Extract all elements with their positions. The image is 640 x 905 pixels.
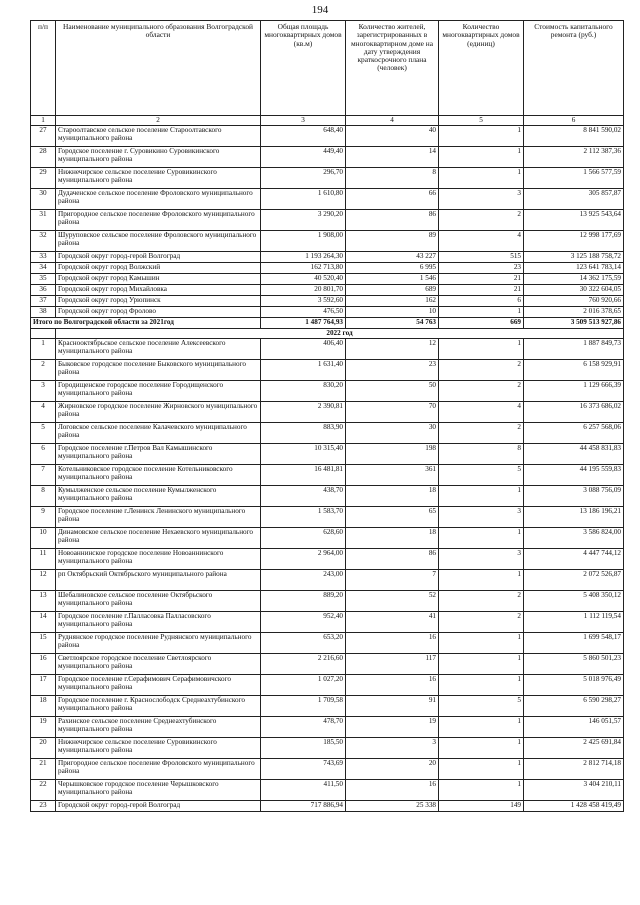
municipality-name: Городской округ город Михайловка [56, 285, 261, 296]
cost-value: 1 887 849,73 [524, 339, 624, 360]
municipality-name: Шуруповское сельское поселение Фроловского муниципального района [56, 231, 261, 252]
total-area: 1 487 764,93 [261, 318, 346, 329]
municipality-name: Руднянское городское поселение Руднянского муниципального района [56, 633, 261, 654]
cost-value: 146 051,57 [524, 717, 624, 738]
residents-value: 117 [346, 654, 439, 675]
cost-value: 2 016 378,65 [524, 307, 624, 318]
residents-value: 70 [346, 402, 439, 423]
municipality-name: Городской округ город Камышин [56, 274, 261, 285]
cost-value: 1 112 119,54 [524, 612, 624, 633]
houses-value: 2 [439, 423, 524, 444]
area-value: 889,20 [261, 591, 346, 612]
area-value: 1 027,20 [261, 675, 346, 696]
area-value: 952,40 [261, 612, 346, 633]
area-value: 653,20 [261, 633, 346, 654]
residents-value: 91 [346, 696, 439, 717]
residents-value: 23 [346, 360, 439, 381]
houses-value: 2 [439, 210, 524, 231]
area-value: 2 216,60 [261, 654, 346, 675]
row-number: 12 [31, 570, 56, 591]
header-houses: Количество многоквартирных домов (единиц) [439, 21, 524, 116]
row-number: 36 [31, 285, 56, 296]
cost-value: 6 158 929,91 [524, 360, 624, 381]
area-value: 243,00 [261, 570, 346, 591]
row-number: 20 [31, 738, 56, 759]
row-number: 18 [31, 696, 56, 717]
area-value: 2 964,00 [261, 549, 346, 570]
row-number: 32 [31, 231, 56, 252]
residents-value: 7 [346, 570, 439, 591]
municipality-name: Логовское сельское поселение Калачевского муниципального района [56, 423, 261, 444]
houses-value: 1 [439, 528, 524, 549]
area-value: 717 886,94 [261, 801, 346, 812]
header-num: п/п [31, 21, 56, 116]
cost-value: 5 408 350,12 [524, 591, 624, 612]
table-row [31, 759, 624, 780]
houses-value: 23 [439, 263, 524, 274]
row-number: 22 [31, 780, 56, 801]
houses-value: 5 [439, 696, 524, 717]
houses-value: 2 [439, 612, 524, 633]
area-value: 3 290,20 [261, 210, 346, 231]
houses-value: 1 [439, 570, 524, 591]
table-row [31, 423, 624, 444]
cost-value: 2 112 387,36 [524, 147, 624, 168]
total-residents: 54 763 [346, 318, 439, 329]
municipality-name: Городской округ город Волжский [56, 263, 261, 274]
total-row-2021 [31, 318, 624, 329]
row-number: 13 [31, 591, 56, 612]
houses-value: 3 [439, 189, 524, 210]
residents-value: 16 [346, 780, 439, 801]
residents-value: 25 338 [346, 801, 439, 812]
residents-value: 40 [346, 126, 439, 147]
cost-value: 3 088 756,09 [524, 486, 624, 507]
cost-value: 3 586 824,00 [524, 528, 624, 549]
row-number: 6 [31, 444, 56, 465]
table-row [31, 612, 624, 633]
municipality-name: Городское поселение г. Краснослободск Среднеахтубинского муниципального района [56, 696, 261, 717]
row-number: 5 [31, 423, 56, 444]
row-number: 23 [31, 801, 56, 812]
residents-value: 12 [346, 339, 439, 360]
cost-value: 44 195 559,83 [524, 465, 624, 486]
row-number: 27 [31, 126, 56, 147]
municipality-name: Быковское городское поселение Быковского муниципального района [56, 360, 261, 381]
residents-value: 19 [346, 717, 439, 738]
houses-value: 2 [439, 360, 524, 381]
houses-value: 1 [439, 168, 524, 189]
residents-value: 3 [346, 738, 439, 759]
area-value: 478,70 [261, 717, 346, 738]
residents-value: 66 [346, 189, 439, 210]
houses-value: 3 [439, 549, 524, 570]
area-value: 438,70 [261, 486, 346, 507]
residents-value: 65 [346, 507, 439, 528]
table-row [31, 285, 624, 296]
municipality-name: Городищенское городское поселение Городищенского муниципального района [56, 381, 261, 402]
municipality-name: Динамовское сельское поселение Нехаевского муниципального района [56, 528, 261, 549]
row-number: 3 [31, 381, 56, 402]
table-row [31, 444, 624, 465]
table-row [31, 210, 624, 231]
area-value: 296,70 [261, 168, 346, 189]
residents-value: 10 [346, 307, 439, 318]
table-row [31, 696, 624, 717]
table-header-row [31, 21, 624, 116]
table-row [31, 189, 624, 210]
row-number: 34 [31, 263, 56, 274]
table-row [31, 654, 624, 675]
houses-value: 1 [439, 339, 524, 360]
municipality-name: Котельниковское городское поселение Котельниковского муниципального района [56, 465, 261, 486]
total-label: Итого по Волгоградской области за 2021год [31, 318, 261, 329]
row-number: 38 [31, 307, 56, 318]
residents-value: 6 995 [346, 263, 439, 274]
residents-value: 30 [346, 423, 439, 444]
table-row [31, 591, 624, 612]
cost-value: 305 857,87 [524, 189, 624, 210]
area-value: 10 315,40 [261, 444, 346, 465]
table-row [31, 231, 624, 252]
row-number: 9 [31, 507, 56, 528]
table-row [31, 801, 624, 812]
municipality-name: Городской округ город-герой Волгоград [56, 252, 261, 263]
table-row [31, 528, 624, 549]
municipality-name: Жирновское городское поселение Жирновского муниципального района [56, 402, 261, 423]
cost-value: 13 186 196,21 [524, 507, 624, 528]
column-number: 3 [261, 116, 346, 126]
residents-value: 86 [346, 549, 439, 570]
row-number: 8 [31, 486, 56, 507]
table-row [31, 507, 624, 528]
row-number: 4 [31, 402, 56, 423]
cost-value: 6 257 568,06 [524, 423, 624, 444]
cost-value: 12 998 177,69 [524, 231, 624, 252]
municipality-name: Дудаченское сельское поселение Фроловского муниципального района [56, 189, 261, 210]
municipality-name: Светлоярское городское поселение Светлоярского муниципального района [56, 654, 261, 675]
residents-value: 16 [346, 633, 439, 654]
houses-value: 1 [439, 486, 524, 507]
row-number: 7 [31, 465, 56, 486]
total-cost: 3 509 513 927,86 [524, 318, 624, 329]
houses-value: 2 [439, 381, 524, 402]
cost-value: 4 447 744,12 [524, 549, 624, 570]
table-row [31, 780, 624, 801]
municipality-name: Городское поселение г.Ленинск Ленинского муниципального района [56, 507, 261, 528]
cost-value: 2 812 714,18 [524, 759, 624, 780]
table-row [31, 263, 624, 274]
houses-value: 1 [439, 126, 524, 147]
total-houses: 669 [439, 318, 524, 329]
houses-value: 1 [439, 307, 524, 318]
year-2022-label: 2022 год [56, 329, 624, 339]
year-2022-row [31, 329, 624, 339]
cost-value: 123 641 783,14 [524, 263, 624, 274]
area-value: 1 908,00 [261, 231, 346, 252]
municipality-name: рп Октябрьский Октябрьского муниципального района [56, 570, 261, 591]
area-value: 1 583,70 [261, 507, 346, 528]
area-value: 830,20 [261, 381, 346, 402]
residents-value: 162 [346, 296, 439, 307]
area-value: 1 193 264,30 [261, 252, 346, 263]
houses-value: 1 [439, 147, 524, 168]
cost-value: 14 362 175,59 [524, 274, 624, 285]
cost-value: 16 373 686,02 [524, 402, 624, 423]
residents-value: 8 [346, 168, 439, 189]
rows-2022 [31, 339, 624, 812]
municipality-name: Пригородное сельское поселение Фроловского муниципального района [56, 759, 261, 780]
row-number: 2 [31, 360, 56, 381]
table-row [31, 675, 624, 696]
table-row [31, 339, 624, 360]
houses-value: 4 [439, 402, 524, 423]
houses-value: 149 [439, 801, 524, 812]
municipality-name: Городское поселение г. Суровикино Суровикинского муниципального района [56, 147, 261, 168]
row-number: 29 [31, 168, 56, 189]
area-value: 185,50 [261, 738, 346, 759]
houses-value: 1 [439, 633, 524, 654]
houses-value: 21 [439, 274, 524, 285]
header-cost: Стоимость капитального ремонта (руб.) [524, 21, 624, 116]
row-number: 37 [31, 296, 56, 307]
cost-value: 1 428 458 419,49 [524, 801, 624, 812]
houses-value: 2 [439, 591, 524, 612]
municipality-name: Кумылженское сельское поселение Кумылженского муниципального района [56, 486, 261, 507]
cost-value: 760 920,66 [524, 296, 624, 307]
area-value: 406,40 [261, 339, 346, 360]
area-value: 411,50 [261, 780, 346, 801]
area-value: 2 390,81 [261, 402, 346, 423]
cost-value: 1 566 577,59 [524, 168, 624, 189]
area-value: 20 801,70 [261, 285, 346, 296]
table-row [31, 307, 624, 318]
row-number: 14 [31, 612, 56, 633]
table-row [31, 168, 624, 189]
table-row [31, 486, 624, 507]
area-value: 648,40 [261, 126, 346, 147]
rows-2021 [31, 126, 624, 318]
residents-value: 89 [346, 231, 439, 252]
row-number: 16 [31, 654, 56, 675]
residents-value: 18 [346, 486, 439, 507]
houses-value: 1 [439, 654, 524, 675]
table-row [31, 738, 624, 759]
cost-value: 13 925 543,64 [524, 210, 624, 231]
area-value: 1 610,80 [261, 189, 346, 210]
column-number: 2 [56, 116, 261, 126]
table-row [31, 360, 624, 381]
column-number-row [31, 116, 624, 126]
table-row [31, 381, 624, 402]
area-value: 628,60 [261, 528, 346, 549]
municipality-name: Городской округ город Урюпинск [56, 296, 261, 307]
municipality-name: Черышковское городское поселение Черышковского муниципального района [56, 780, 261, 801]
row-number: 11 [31, 549, 56, 570]
table-row [31, 549, 624, 570]
total-2021-section [31, 318, 624, 339]
row-number: 33 [31, 252, 56, 263]
municipality-name: Краснооктябрьское сельское поселение Алексеевского муниципального района [56, 339, 261, 360]
row-number: 10 [31, 528, 56, 549]
municipality-name: Шебалиновское сельское поселение Октябрьского муниципального района [56, 591, 261, 612]
residents-value: 20 [346, 759, 439, 780]
houses-value: 8 [439, 444, 524, 465]
cost-value: 3 404 210,11 [524, 780, 624, 801]
residents-value: 361 [346, 465, 439, 486]
area-value: 449,40 [261, 147, 346, 168]
cost-value: 1 129 666,39 [524, 381, 624, 402]
municipality-name: Городское поселение г.Серафимович Серафимовичского муниципального района [56, 675, 261, 696]
cost-value: 1 699 548,17 [524, 633, 624, 654]
municipality-name: Староолтавское сельское поселение Староолтавского муниципального района [56, 126, 261, 147]
houses-value: 1 [439, 738, 524, 759]
municipality-name: Пригородное сельское поселение Фроловского муниципального района [56, 210, 261, 231]
municipality-name: Городской округ город Фролово [56, 307, 261, 318]
table-row [31, 717, 624, 738]
cost-value: 44 458 831,83 [524, 444, 624, 465]
residents-value: 86 [346, 210, 439, 231]
residents-value: 198 [346, 444, 439, 465]
municipality-name: Нижнечирское сельское поселение Суровикинского муниципального района [56, 738, 261, 759]
area-value: 40 520,40 [261, 274, 346, 285]
municipality-name: Городское поселение г.Петров Вал Камышинского муниципального района [56, 444, 261, 465]
houses-value: 515 [439, 252, 524, 263]
area-value: 743,69 [261, 759, 346, 780]
municipality-name: Городское поселение г.Палласовка Палласовского муниципального района [56, 612, 261, 633]
residents-value: 41 [346, 612, 439, 633]
header-residents: Количество жителей, зарегистрированных в многоквартирном доме на дату утверждения краткосрочного плана (человек) [346, 21, 439, 116]
municipality-name: Новоаннинское городское поселение Новоаннинского муниципального района [56, 549, 261, 570]
area-value: 16 481,81 [261, 465, 346, 486]
table-row [31, 252, 624, 263]
row-number: 1 [31, 339, 56, 360]
residents-value: 689 [346, 285, 439, 296]
residents-value: 43 227 [346, 252, 439, 263]
row-number: 17 [31, 675, 56, 696]
area-value: 1 631,40 [261, 360, 346, 381]
table-row [31, 274, 624, 285]
houses-value: 1 [439, 759, 524, 780]
table-row [31, 570, 624, 591]
column-number: 4 [346, 116, 439, 126]
row-number: 35 [31, 274, 56, 285]
houses-value: 6 [439, 296, 524, 307]
page-number: 194 [311, 4, 329, 16]
houses-value: 4 [439, 231, 524, 252]
header-name: Наименование муниципального образования Волгоградской области [56, 21, 261, 116]
cost-value: 6 590 298,27 [524, 696, 624, 717]
residents-value: 18 [346, 528, 439, 549]
header-area: Общая площадь многоквартирных домов (кв.м) [261, 21, 346, 116]
area-value: 3 592,60 [261, 296, 346, 307]
column-number: 6 [524, 116, 624, 126]
cost-value: 30 322 604,05 [524, 285, 624, 296]
houses-value: 5 [439, 465, 524, 486]
repair-plan-table [30, 20, 624, 812]
column-number: 5 [439, 116, 524, 126]
table-row [31, 126, 624, 147]
houses-value: 21 [439, 285, 524, 296]
row-number: 28 [31, 147, 56, 168]
table-row [31, 296, 624, 307]
cost-value: 2 072 526,87 [524, 570, 624, 591]
residents-value: 14 [346, 147, 439, 168]
row-number: 21 [31, 759, 56, 780]
cost-value: 2 425 691,84 [524, 738, 624, 759]
houses-value: 1 [439, 675, 524, 696]
area-value: 476,50 [261, 307, 346, 318]
year-2022-spacer [31, 329, 56, 339]
table-row [31, 633, 624, 654]
residents-value: 52 [346, 591, 439, 612]
column-number: 1 [31, 116, 56, 126]
cost-value: 3 125 188 758,72 [524, 252, 624, 263]
houses-value: 1 [439, 780, 524, 801]
row-number: 30 [31, 189, 56, 210]
residents-value: 50 [346, 381, 439, 402]
cost-value: 5 860 501,23 [524, 654, 624, 675]
area-value: 1 709,58 [261, 696, 346, 717]
row-number: 19 [31, 717, 56, 738]
cost-value: 8 841 590,02 [524, 126, 624, 147]
residents-value: 16 [346, 675, 439, 696]
residents-value: 1 546 [346, 274, 439, 285]
cost-value: 5 018 976,49 [524, 675, 624, 696]
row-number: 31 [31, 210, 56, 231]
table-row [31, 465, 624, 486]
municipality-name: Городской округ город-герой Волгоград [56, 801, 261, 812]
row-number: 15 [31, 633, 56, 654]
area-value: 883,90 [261, 423, 346, 444]
houses-value: 1 [439, 717, 524, 738]
table-row [31, 147, 624, 168]
houses-value: 3 [439, 507, 524, 528]
table-row [31, 402, 624, 423]
municipality-name: Нижнечирское сельское поселение Суровикинского муниципального района [56, 168, 261, 189]
municipality-name: Рахинское сельское поселение Среднеахтубинского муниципального района [56, 717, 261, 738]
area-value: 162 713,80 [261, 263, 346, 274]
